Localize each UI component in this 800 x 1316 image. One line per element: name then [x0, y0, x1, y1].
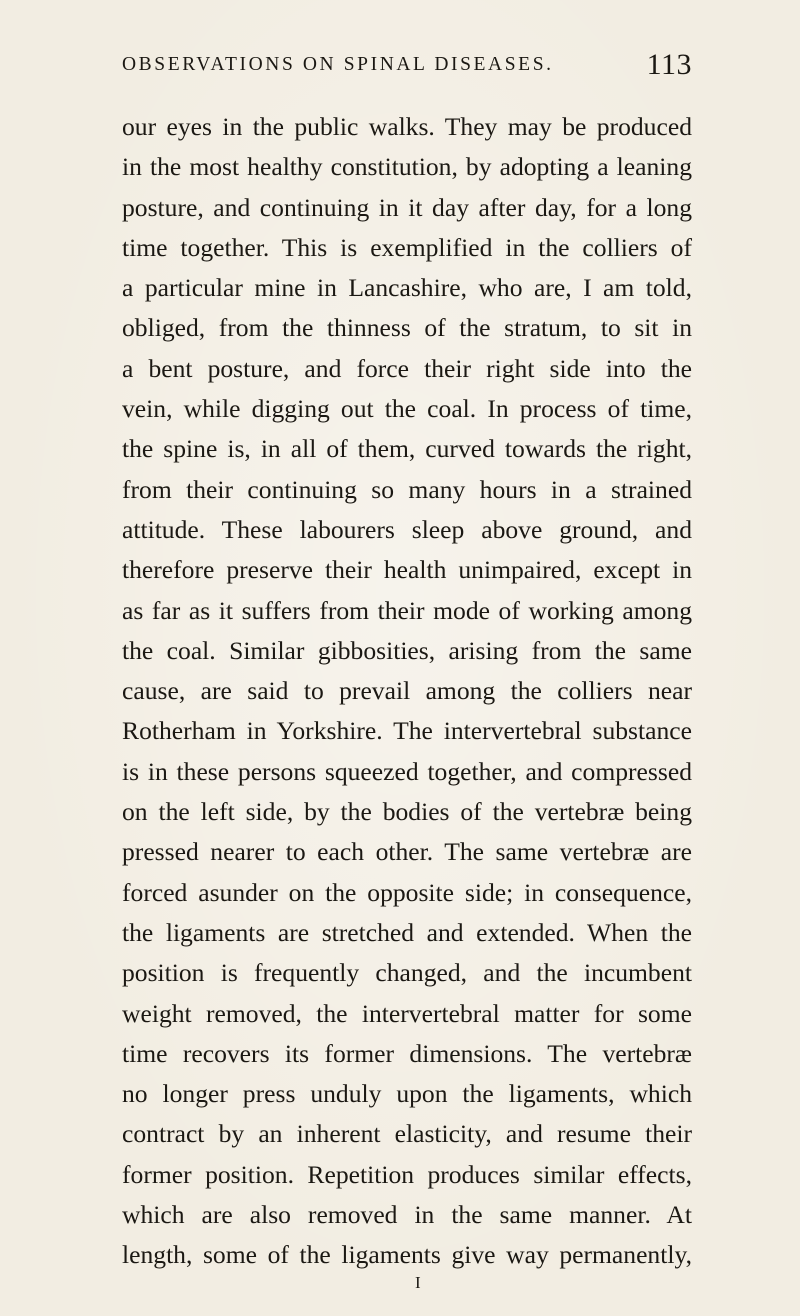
text-line: in the most healthy constitution, by adopting a leaning	[122, 152, 692, 182]
text-line: weight removed, the intervertebral matter for some	[122, 998, 692, 1028]
text-line: time together. This is exemplified in the colliers of	[122, 232, 692, 262]
text-line: from their continuing so many hours in a strained	[122, 474, 692, 504]
text-line: vein, while digging out the coal. In process of time,	[122, 394, 692, 424]
text-line: on the left side, by the bodies of the vertebræ being	[122, 797, 692, 827]
text-line: attitude. These labourers sleep above ground, and	[122, 514, 692, 544]
text-line: the ligaments are stretched and extended. When the	[122, 917, 692, 947]
text-line: a particular mine in Lancashire, who are, I am told,	[122, 273, 692, 303]
text-line: time recovers its former dimensions. The vertebræ	[122, 1038, 692, 1068]
text-line: cause, are said to prevail among the colliers near	[122, 676, 692, 706]
page-number: 113	[646, 48, 692, 81]
text-line: our eyes in the public walks. They may be produced	[122, 112, 692, 141]
running-head	[122, 50, 692, 86]
text-line: the coal. Similar gibbosities, arising from the same	[122, 635, 692, 665]
text-line: posture, and continuing in it day after day, for a long	[122, 192, 692, 222]
text-line: Rotherham in Yorkshire. The intervertebral substance	[122, 716, 692, 746]
text-line: contract by an inherent elasticity, and resume their	[122, 1119, 692, 1149]
text-line: pressed nearer to each other. The same vertebræ are	[122, 837, 692, 867]
text-line: length, some of the ligaments give way permanently,	[122, 1240, 692, 1270]
text-line: obliged, from the thinness of the stratum, to sit in	[122, 313, 692, 343]
text-line: no longer press unduly upon the ligaments, which	[122, 1079, 692, 1109]
text-line: therefore preserve their health unimpaired, except in	[122, 555, 692, 585]
text-line: which are also removed in the same manner. At	[122, 1200, 692, 1230]
text-line: the spine is, in all of them, curved towards the right,	[122, 434, 692, 464]
body-text	[122, 107, 692, 1276]
text-line: former position. Repetition produces similar effects,	[122, 1159, 692, 1189]
text-line: is in these persons squeezed together, and compressed	[122, 756, 692, 786]
text-line: forced asunder on the opposite side; in consequence,	[122, 877, 692, 907]
text-line: as far as it suffers from their mode of working among	[122, 595, 692, 625]
text-line: position is frequently changed, and the incumbent	[122, 958, 692, 988]
text-line: a bent posture, and force their right side into the	[122, 353, 692, 383]
signature-mark: I	[415, 1273, 421, 1292]
running-title: OBSERVATIONS ON SPINAL DISEASES.	[122, 54, 554, 75]
